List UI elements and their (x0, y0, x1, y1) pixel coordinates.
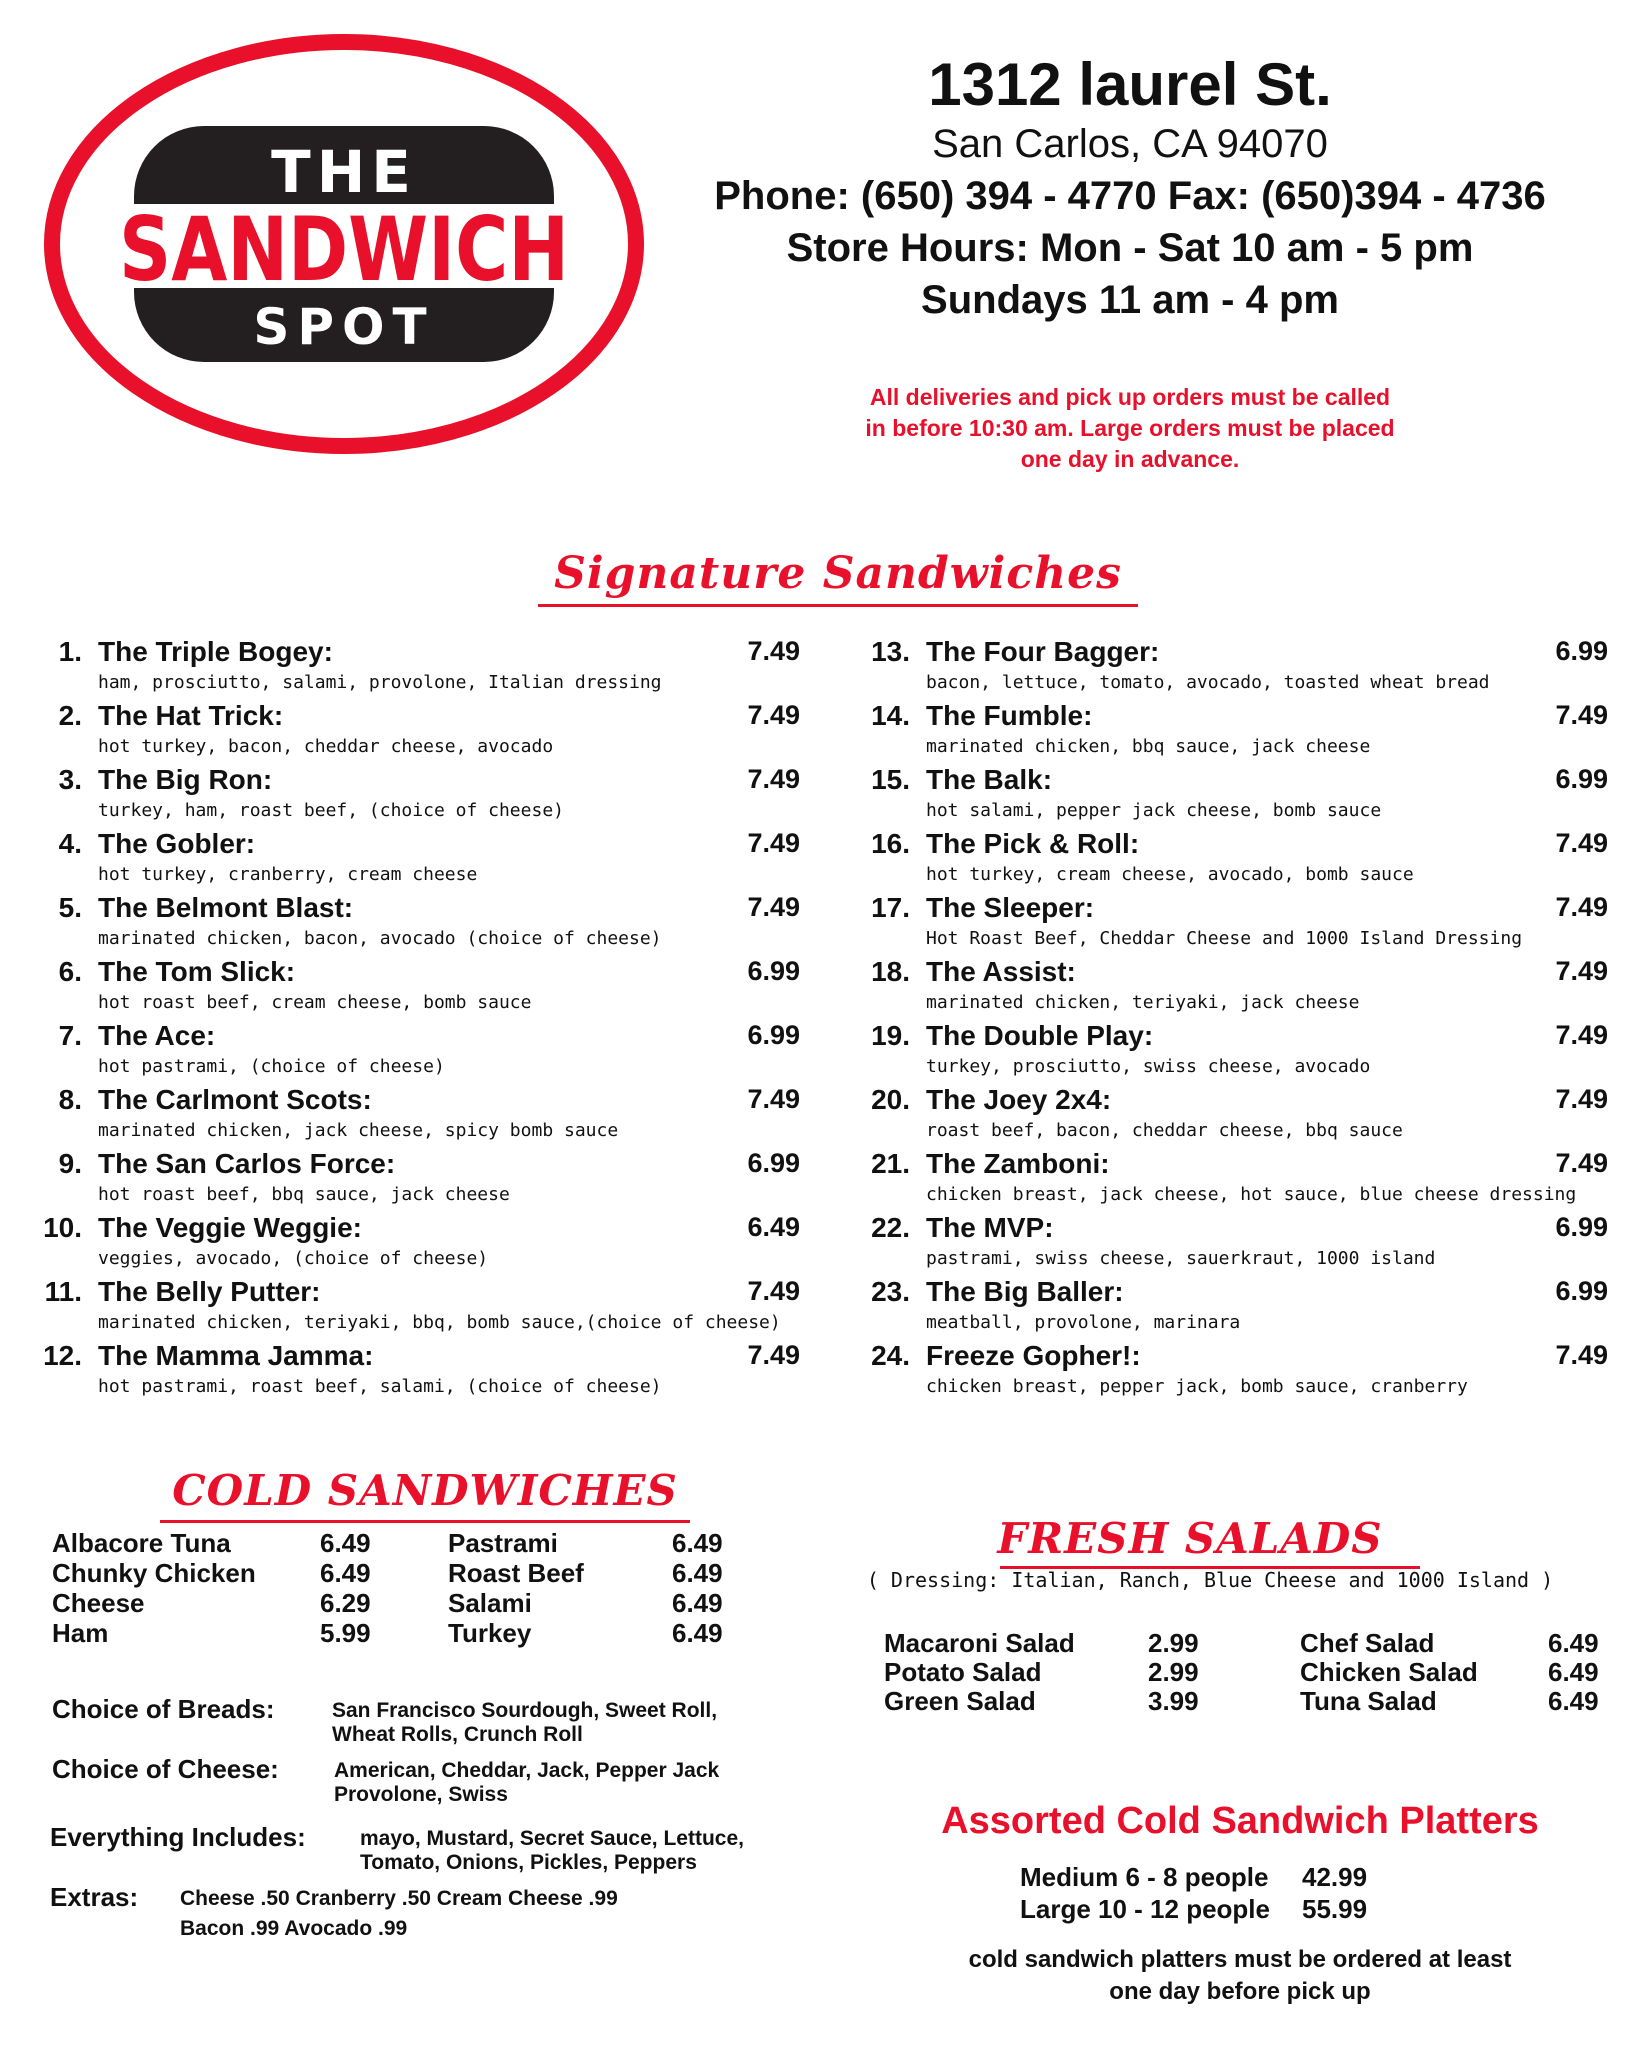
breads-label: Choice of Breads: (52, 1694, 275, 1724)
sandwich-description: meatball, provolone, marinara (926, 1312, 1241, 1333)
sandwich-price: 7.49 (747, 828, 800, 858)
sandwich-price: 7.49 (747, 1340, 800, 1370)
sandwich-description: hot pastrami, roast beef, salami, (choice of cheese) (98, 1376, 662, 1397)
cold-sandwich-name: Roast Beef (448, 1558, 584, 1588)
logo-sandwich-text: SANDWICH (119, 198, 569, 301)
sandwich-description: hot roast beef, bbq sauce, jack cheese (98, 1184, 510, 1205)
salad-price: 2.99 (1148, 1628, 1199, 1658)
sandwich-name: The Carlmont Scots: (98, 1084, 372, 1115)
sandwich-price: 6.99 (1555, 1212, 1608, 1242)
logo-the-text: THE (271, 138, 417, 206)
cold-sandwich-price: 6.49 (672, 1618, 723, 1648)
signature-sandwich-item (40, 1020, 800, 1084)
fresh-salads-title: FRESH SALADS (997, 1514, 1383, 1563)
sandwich-description: turkey, ham, roast beef, (choice of cheese) (98, 800, 564, 821)
platter-medium-price: 42.99 (1302, 1862, 1368, 1892)
signature-sandwich-item (868, 956, 1608, 1020)
sandwich-price: 6.99 (1555, 764, 1608, 794)
salad-name: Chicken Salad (1300, 1657, 1478, 1687)
cold-sandwich-price: 6.49 (672, 1558, 723, 1588)
order-notice-line1: All deliveries and pick up orders must be called (869, 384, 1391, 410)
sandwich-price: 7.49 (747, 892, 800, 922)
salad-name: Green Salad (884, 1686, 1036, 1716)
signature-title-underline (538, 604, 1138, 607)
cold-sandwiches-title: COLD SANDWICHES (172, 1466, 678, 1515)
platters-note-line2: one day before pick up (1109, 1978, 1371, 2005)
sandwich-description: marinated chicken, teriyaki, jack cheese (926, 992, 1360, 1013)
signature-sandwich-item (40, 1084, 800, 1148)
sandwich-price: 7.49 (747, 700, 800, 730)
signature-sandwich-item (40, 892, 800, 956)
cold-sandwich-name: Pastrami (448, 1528, 558, 1558)
salad-price: 6.49 (1548, 1686, 1599, 1716)
sandwich-description: marinated chicken, teriyaki, bbq, bomb sauce,(choice of cheese) (98, 1312, 781, 1333)
sandwich-price: 7.49 (1555, 1020, 1608, 1050)
phone-fax: Phone: (650) 394 - 4770 Fax: (650)394 - 4736 (714, 174, 1546, 218)
city-state-zip: San Carlos, CA 94070 (932, 122, 1328, 166)
sandwich-description: hot salami, pepper jack cheese, bomb sauce (926, 800, 1382, 821)
sandwich-description: chicken breast, pepper jack, bomb sauce, cranberry (926, 1376, 1468, 1397)
sandwich-description: marinated chicken, bbq sauce, jack cheese (926, 736, 1371, 757)
sandwich-number: 2. (58, 700, 82, 731)
breads-line1: San Francisco Sourdough, Sweet Roll, (332, 1699, 718, 1722)
sandwich-price: 7.49 (747, 1084, 800, 1114)
sandwich-number: 6. (58, 956, 82, 987)
order-notice-line2: in before 10:30 am. Large orders must be placed (865, 415, 1395, 441)
order-notice (780, 382, 1480, 475)
sandwich-name: The Belly Putter: (98, 1276, 321, 1307)
cold-sandwich-name: Turkey (448, 1618, 532, 1648)
signature-sandwich-item (40, 1148, 800, 1212)
signature-sandwich-item (868, 1212, 1608, 1276)
sandwich-name: The Hat Trick: (98, 700, 284, 731)
cold-sandwich-price: 6.49 (320, 1528, 371, 1558)
cold-sandwich-price: 6.49 (320, 1558, 371, 1588)
salad-name: Chef Salad (1300, 1628, 1435, 1658)
sandwich-number: 3. (58, 764, 82, 795)
sandwich-description: roast beef, bacon, cheddar cheese, bbq sauce (926, 1120, 1403, 1141)
sandwich-name: The Big Ron: (98, 764, 273, 795)
sandwich-number: 5. (58, 892, 82, 923)
platter-large-label: Large 10 - 12 people (1020, 1894, 1270, 1924)
sandwich-name: The San Carlos Force: (98, 1148, 396, 1179)
sandwich-price: 7.49 (1555, 1148, 1608, 1178)
salad-price: 6.49 (1548, 1628, 1599, 1658)
sandwich-number: 14. (871, 700, 910, 731)
sandwich-name: The Assist: (926, 956, 1076, 987)
platter-large-price: 55.99 (1302, 1894, 1368, 1924)
sandwich-price: 6.49 (747, 1212, 800, 1242)
signature-sandwich-item (868, 1276, 1608, 1340)
cheese-line2: Provolone, Swiss (334, 1783, 508, 1806)
salad-name: Potato Salad (884, 1657, 1042, 1687)
sandwich-number: 22. (871, 1212, 910, 1243)
sandwich-name: The Gobler: (98, 828, 256, 859)
cold-sandwich-name: Albacore Tuna (52, 1528, 231, 1558)
sandwich-name: The Veggie Weggie: (98, 1212, 362, 1243)
platter-medium-label: Medium 6 - 8 people (1020, 1862, 1269, 1892)
sandwich-price: 6.99 (747, 1020, 800, 1050)
sandwich-number: 20. (871, 1084, 910, 1115)
sandwich-number: 12. (43, 1340, 82, 1371)
sandwich-name: The Mamma Jamma: (98, 1340, 374, 1371)
sandwich-name: The Fumble: (926, 700, 1093, 731)
sandwich-description: hot turkey, bacon, cheddar cheese, avocado (98, 736, 554, 757)
sandwich-name: The Pick & Roll: (926, 828, 1140, 859)
sandwich-name: The Double Play: (926, 1020, 1154, 1051)
salad-name: Macaroni Salad (884, 1628, 1075, 1658)
signature-sandwich-item (868, 700, 1608, 764)
sandwich-number: 4. (58, 828, 82, 859)
sandwich-name: The Tom Slick: (98, 956, 296, 987)
cheese-label: Choice of Cheese: (52, 1754, 279, 1784)
sandwich-price: 7.49 (1555, 956, 1608, 986)
signature-sandwich-item (868, 764, 1608, 828)
cold-sandwich-name: Ham (52, 1618, 109, 1648)
sandwich-number: 10. (43, 1212, 82, 1243)
signature-sandwich-item (868, 1340, 1608, 1404)
sandwich-spot-logo (44, 34, 644, 454)
sandwich-description: hot turkey, cranberry, cream cheese (98, 864, 478, 885)
includes-line2: Tomato, Onions, Pickles, Peppers (360, 1851, 697, 1874)
sandwich-price: 7.49 (747, 636, 800, 666)
sandwich-price: 6.99 (1555, 636, 1608, 666)
signature-sandwich-item (868, 1020, 1608, 1084)
salad-price: 3.99 (1148, 1686, 1199, 1716)
signature-sandwich-item (868, 892, 1608, 956)
cold-sandwich-price: 6.49 (672, 1528, 723, 1558)
sandwich-description: hot roast beef, cream cheese, bomb sauce (98, 992, 532, 1013)
sandwich-name: The Triple Bogey: (98, 636, 333, 667)
sandwich-price: 7.49 (1555, 700, 1608, 730)
sandwich-number: 13. (871, 636, 910, 667)
sandwich-price: 7.49 (1555, 1340, 1608, 1370)
extras-label: Extras: (50, 1882, 139, 1912)
sandwich-number: 23. (871, 1276, 910, 1307)
salad-price: 6.49 (1548, 1657, 1599, 1687)
sandwich-price: 6.99 (1555, 1276, 1608, 1306)
includes-label: Everything Includes: (50, 1822, 306, 1852)
signature-sandwich-item (868, 1084, 1608, 1148)
signature-sandwich-item (868, 1148, 1608, 1212)
dressing-options: ( Dressing: Italian, Ranch, Blue Cheese and 1000 Island ) (866, 1568, 1554, 1592)
sandwich-number: 9. (58, 1148, 82, 1179)
sandwich-name: The Balk: (926, 764, 1053, 795)
sandwich-price: 6.99 (747, 956, 800, 986)
salad-name: Tuna Salad (1300, 1686, 1437, 1716)
signature-sandwich-item (868, 828, 1608, 892)
signature-sandwich-item (40, 764, 800, 828)
cold-sandwich-price: 6.29 (320, 1588, 371, 1618)
sandwich-description: marinated chicken, bacon, avocado (choice of cheese) (98, 928, 662, 949)
sandwich-number: 11. (44, 1276, 82, 1307)
sandwich-name: The Four Bagger: (926, 636, 1160, 667)
sandwich-price: 6.99 (747, 1148, 800, 1178)
signature-sandwiches-title: Signature Sandwiches (554, 548, 1122, 599)
cold-sandwich-name: Chunky Chicken (52, 1558, 256, 1588)
sandwich-price: 7.49 (747, 1276, 800, 1306)
sandwich-name: The Zamboni: (926, 1148, 1110, 1179)
signature-sandwich-item (40, 636, 800, 700)
sandwich-number: 7. (58, 1020, 82, 1051)
extras-line2: Bacon .99 Avocado .99 (180, 1917, 408, 1940)
sandwich-name: The MVP: (926, 1212, 1054, 1243)
sandwich-number: 17. (871, 892, 910, 923)
sandwich-description: Hot Roast Beef, Cheddar Cheese and 1000 Island Dressing (926, 928, 1523, 949)
sandwich-price: 7.49 (1555, 1084, 1608, 1114)
signature-sandwich-item (40, 700, 800, 764)
sunday-hours: Sundays 11 am - 4 pm (921, 278, 1339, 322)
platters-note-line1: cold sandwich platters must be ordered at least (968, 1946, 1512, 1973)
cold-sandwich-price: 6.49 (672, 1588, 723, 1618)
includes-line1: mayo, Mustard, Secret Sauce, Lettuce, (360, 1827, 744, 1850)
sandwich-number: 19. (871, 1020, 910, 1051)
sandwich-name: The Big Baller: (926, 1276, 1124, 1307)
sandwich-price: 7.49 (747, 764, 800, 794)
cold-title-underline (160, 1520, 690, 1523)
address: 1312 laurel St. (928, 51, 1332, 118)
sandwich-description: turkey, prosciutto, swiss cheese, avocado (926, 1056, 1371, 1077)
breads-line2: Wheat Rolls, Crunch Roll (332, 1723, 583, 1746)
sandwich-description: bacon, lettuce, tomato, avocado, toasted wheat bread (926, 672, 1490, 693)
signature-sandwich-item (40, 1276, 800, 1340)
logo-spot-text: SPOT (253, 298, 435, 356)
sandwich-number: 1. (58, 636, 82, 667)
salad-price: 2.99 (1148, 1657, 1199, 1687)
sandwich-number: 24. (871, 1340, 910, 1371)
platters-note (880, 1944, 1600, 2008)
signature-sandwich-item (40, 956, 800, 1020)
order-notice-line3: one day in advance. (1020, 446, 1240, 472)
sandwich-number: 15. (871, 764, 910, 795)
signature-sandwich-item (40, 1212, 800, 1276)
extras-line1: Cheese .50 Cranberry .50 Cream Cheese .99 (180, 1887, 618, 1910)
sandwich-number: 8. (58, 1084, 82, 1115)
sandwich-description: ham, prosciutto, salami, provolone, Italian dressing (98, 672, 662, 693)
sandwich-price: 7.49 (1555, 828, 1608, 858)
sandwich-description: hot turkey, cream cheese, avocado, bomb sauce (926, 864, 1414, 885)
platters-title: Assorted Cold Sandwich Platters (941, 1800, 1539, 1842)
sandwich-name: The Belmont Blast: (98, 892, 354, 923)
cheese-line1: American, Cheddar, Jack, Pepper Jack (334, 1759, 720, 1782)
sandwich-number: 21. (871, 1148, 910, 1179)
cold-sandwich-name: Salami (448, 1588, 532, 1618)
sandwich-description: chicken breast, jack cheese, hot sauce, blue cheese dressing (926, 1184, 1577, 1205)
signature-sandwich-item (40, 1340, 800, 1404)
sandwich-number: 16. (871, 828, 910, 859)
sandwich-number: 18. (871, 956, 910, 987)
cold-sandwich-name: Cheese (52, 1588, 145, 1618)
signature-sandwich-item (868, 636, 1608, 700)
sandwich-description: pastrami, swiss cheese, sauerkraut, 1000 island (926, 1248, 1436, 1269)
sandwich-name: The Joey 2x4: (926, 1084, 1112, 1115)
store-hours: Store Hours: Mon - Sat 10 am - 5 pm (786, 226, 1474, 270)
signature-sandwich-item (40, 828, 800, 892)
sandwich-description: marinated chicken, jack cheese, spicy bomb sauce (98, 1120, 619, 1141)
sandwich-name: The Ace: (98, 1020, 216, 1051)
sandwich-name: Freeze Gopher!: (926, 1340, 1141, 1371)
sandwich-price: 7.49 (1555, 892, 1608, 922)
sandwich-name: The Sleeper: (926, 892, 1095, 923)
sandwich-description: hot pastrami, (choice of cheese) (98, 1056, 445, 1077)
cold-sandwich-price: 5.99 (320, 1618, 371, 1648)
sandwich-description: veggies, avocado, (choice of cheese) (98, 1248, 489, 1269)
